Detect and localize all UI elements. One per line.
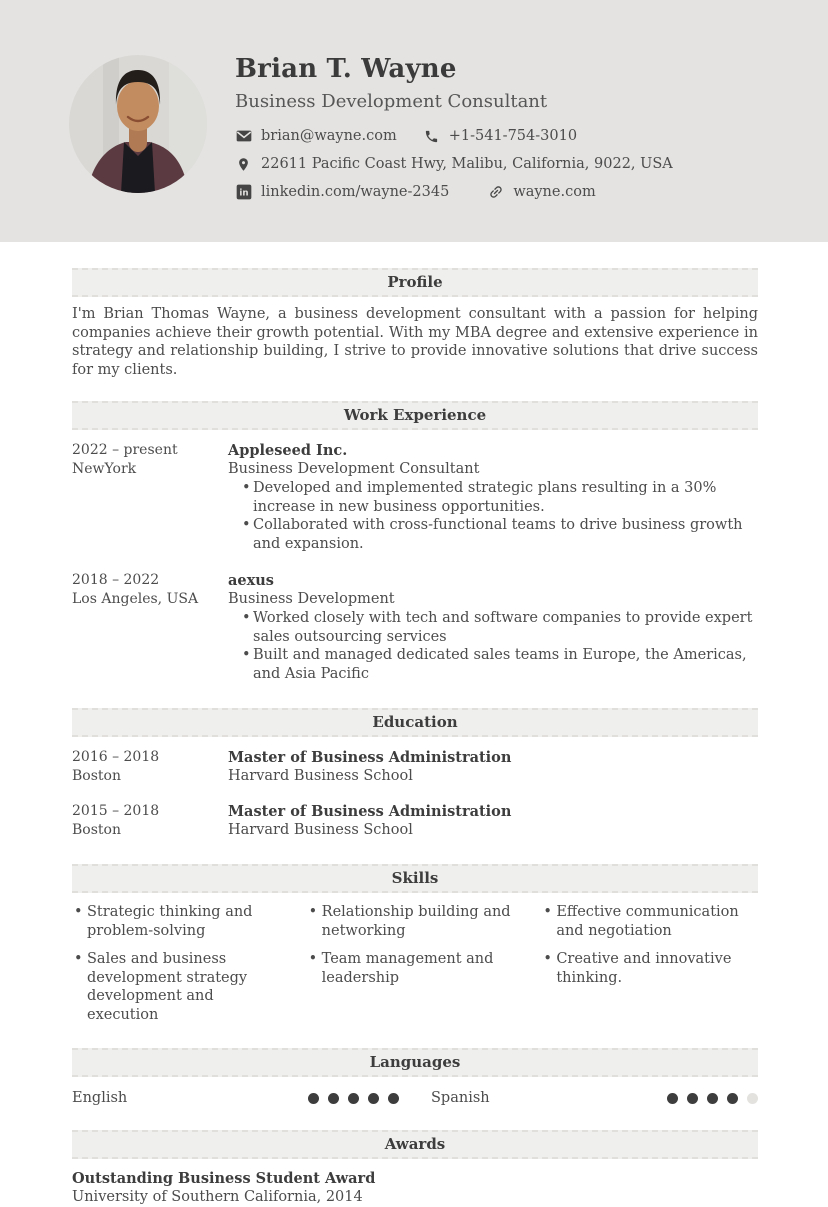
level-dot — [348, 1093, 359, 1104]
education-entry-meta — [72, 802, 228, 840]
work-entry-detail — [228, 441, 758, 553]
section-title-awards: Awards — [72, 1130, 758, 1159]
work-date: 2018 – 2022 — [72, 572, 160, 588]
language-item — [72, 1090, 399, 1106]
level-dot — [747, 1093, 758, 1104]
contact-info — [235, 128, 673, 200]
skills-column — [307, 903, 524, 1024]
section-title-profile: Profile — [72, 268, 758, 297]
level-dot — [308, 1093, 319, 1104]
education-school: Harvard Business School — [228, 768, 413, 784]
section-profile — [72, 268, 758, 379]
level-dot — [667, 1093, 678, 1104]
language-item — [431, 1090, 758, 1106]
skill-item: • Team management and leadership — [309, 950, 524, 987]
skill-item: • Relationship building and networking — [309, 903, 524, 940]
education-location: Boston — [72, 768, 121, 784]
work-bullet-list — [228, 609, 758, 683]
education-date: 2016 – 2018 — [72, 749, 160, 765]
education-location: Boston — [72, 822, 121, 838]
resume-body — [0, 268, 828, 1207]
education-school: Harvard Business School — [228, 822, 413, 838]
section-education — [72, 708, 758, 840]
work-company: Appleseed Inc. — [228, 442, 348, 459]
phone-icon — [423, 129, 440, 144]
section-awards — [72, 1130, 758, 1207]
contact-row-3 — [235, 184, 673, 200]
work-role: Business Development Consultant — [228, 461, 480, 477]
contact-row-1 — [235, 128, 673, 144]
contact-linkedin — [235, 184, 449, 200]
work-entry — [72, 571, 758, 683]
work-bullet: • Collaborated with cross-functional teams to drive business growth and expansion. — [242, 516, 758, 553]
linkedin-icon — [235, 184, 252, 200]
contact-website — [487, 184, 595, 200]
skill-item: • Effective communication and negotiation — [543, 903, 758, 940]
work-bullet: • Worked closely with tech and software companies to provide expert sales outsourcing services — [242, 609, 758, 646]
portrait-illustration — [69, 55, 207, 193]
level-dot — [368, 1093, 379, 1104]
work-entry-meta — [72, 571, 228, 683]
work-bullet: • Developed and implemented strategic plans resulting in a 30% increase in new business opportunities. — [242, 479, 758, 516]
section-title-work: Work Experience — [72, 401, 758, 430]
contact-email — [235, 128, 397, 144]
envelope-icon — [235, 128, 252, 144]
language-level-dots — [658, 1093, 758, 1104]
education-entry — [72, 802, 758, 840]
level-dot — [727, 1093, 738, 1104]
link-icon — [487, 184, 504, 200]
person-title: Business Development Consultant — [235, 91, 548, 112]
website-text: wayne.com — [513, 184, 596, 200]
section-title-education: Education — [72, 708, 758, 737]
work-location: Los Angeles, USA — [72, 591, 199, 607]
education-entry-detail — [228, 802, 758, 840]
work-bullet: • Built and managed dedicated sales teams in Europe, the Americas, and Asia Pacific — [242, 646, 758, 683]
level-dot — [328, 1093, 339, 1104]
skill-item: • Sales and business development strategy development and execution — [74, 950, 289, 1024]
work-bullet-list — [228, 479, 758, 553]
work-location: NewYork — [72, 461, 137, 477]
section-work-experience — [72, 401, 758, 683]
section-title-languages: Languages — [72, 1048, 758, 1077]
resume-header — [0, 0, 828, 242]
section-skills — [72, 864, 758, 1024]
languages-grid — [72, 1090, 758, 1106]
education-entry-detail — [228, 748, 758, 786]
education-entry — [72, 748, 758, 786]
work-entry — [72, 441, 758, 553]
education-rows — [72, 748, 758, 840]
level-dot — [687, 1093, 698, 1104]
profile-summary: I'm Brian Thomas Wayne, a business development consultant with a passion for helping companies achieve their growth potential. With my MBA degree and extensive experience in strategy and relationship building, I strive to provide innovative solutions that drive success for my clients. — [72, 306, 758, 378]
section-languages — [72, 1048, 758, 1106]
skill-item: • Strategic thinking and problem-solving — [74, 903, 289, 940]
level-dot — [388, 1093, 399, 1104]
award-subtitle: University of Southern California, 2014 — [72, 1189, 363, 1205]
skills-grid — [72, 903, 758, 1024]
skills-column — [72, 903, 289, 1024]
contact-row-2 — [235, 156, 673, 172]
language-level-dots — [299, 1093, 399, 1104]
phone-text: +1-541-754-3010 — [448, 128, 578, 144]
work-entry-meta — [72, 441, 228, 553]
contact-address — [235, 156, 673, 172]
profile-photo — [69, 55, 207, 193]
skills-column — [541, 903, 758, 1024]
contact-phone — [423, 128, 577, 144]
language-name: Spanish — [431, 1090, 490, 1106]
education-date: 2015 – 2018 — [72, 803, 160, 819]
header-text-block — [235, 54, 673, 200]
linkedin-text: linkedin.com/wayne-2345 — [261, 184, 450, 200]
work-company: aexus — [228, 572, 274, 589]
svg-text:in: in — [238, 188, 249, 199]
section-title-skills: Skills — [72, 864, 758, 893]
award-entry — [72, 1169, 758, 1207]
education-entry-meta — [72, 748, 228, 786]
email-text: brian@wayne.com — [261, 128, 397, 144]
education-degree: Master of Business Administration — [228, 803, 512, 820]
award-title: Outstanding Business Student Award — [72, 1170, 376, 1187]
work-date: 2022 – present — [72, 442, 178, 458]
level-dot — [707, 1093, 718, 1104]
location-pin-icon — [235, 157, 252, 172]
education-degree: Master of Business Administration — [228, 749, 512, 766]
address-text: 22611 Pacific Coast Hwy, Malibu, California, 9022, USA — [261, 156, 673, 172]
skill-item: • Creative and innovative thinking. — [543, 950, 758, 987]
person-name: Brian T. Wayne — [235, 54, 457, 84]
work-entry-detail — [228, 571, 758, 683]
language-name: English — [72, 1090, 128, 1106]
work-role: Business Development — [228, 591, 395, 607]
